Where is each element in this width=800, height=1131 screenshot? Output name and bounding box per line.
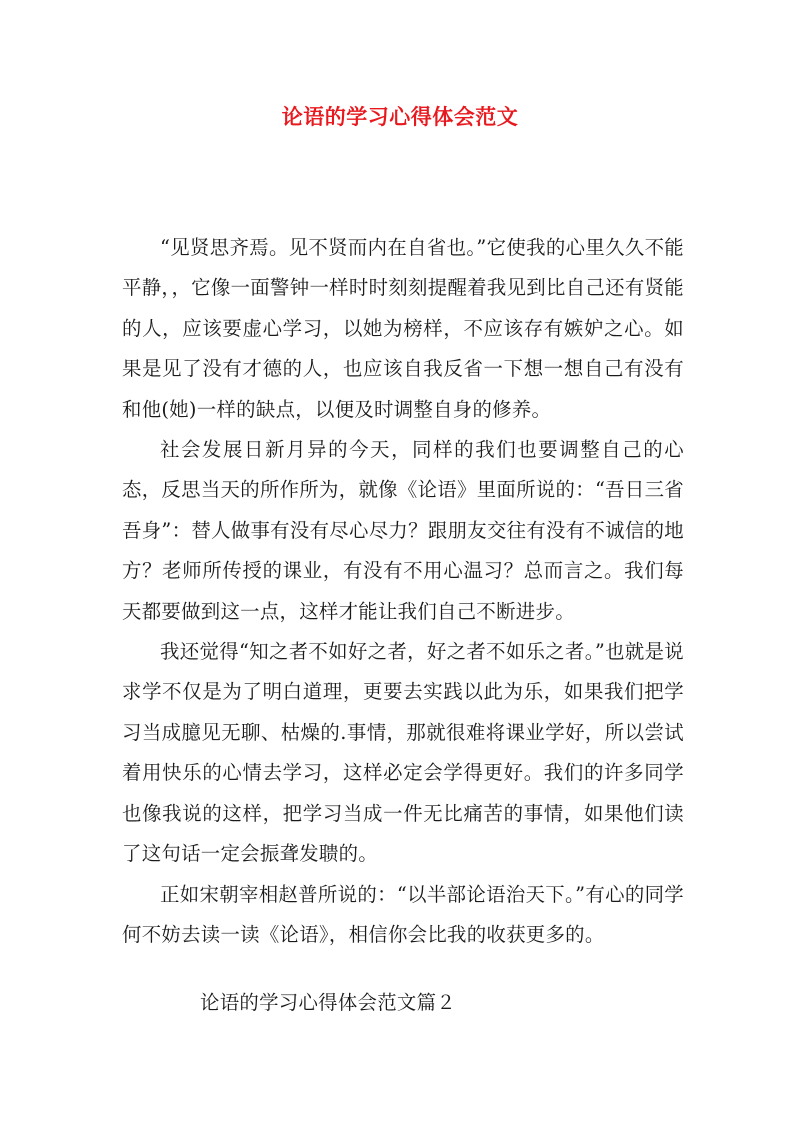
paragraph-1: “见贤思齐焉。见不贤而内在自省也。”它使我的心里久久不能平静，，它像一面警钟一样时时刻刻提醒着我见到比自己还有贤能的人，应该要虚心学习，以她为榜样，不应该存有嫉妒之心。如果是见了没有才德的人，也应该自我反省一下想一想自己有没有和他(她)一样的缺点，以便及时调整自身的修养。 — [122, 236, 684, 421]
section-subtitle: 论语的学习心得体会范文篇２ — [200, 991, 456, 1014]
document-body — [122, 228, 684, 955]
paragraph-3: 我还觉得“知之者不如好之者，好之者不如乐之者。”也就是说求学不仅是为了明白道理，更要去实践以此为乐，如果我们把学习当成臆见无聊、枯燥的.事情，那就很难将课业学好，所以尝试着用快乐的心情去学习，这样必定会学得更好。我们的许多同学也像我说的这样，把学习当成一件无比痛苦的事情，如果他们读了这句话一定会振聋发聩的。 — [122, 640, 684, 866]
document-title: 论语的学习心得体会范文 — [281, 104, 519, 129]
paragraph-4: 正如宋朝宰相赵普所说的：“以半部论语治天下。”有心的同学何不妨去读一读《论语》，相信你会比我的收获更多的。 — [122, 882, 684, 946]
paragraph-2: 社会发展日新月异的今天，同样的我们也要调整自己的心态，反思当天的所作所为，就像《论语》里面所说的：“吾日三省吾身”：替人做事有没有尽心尽力？跟朋友交往有没有不诚信的地方？老师所传授的课业，有没有不用心温习？总而言之。我们每天都要做到这一点，这样才能让我们自己不断进步。 — [122, 438, 684, 623]
